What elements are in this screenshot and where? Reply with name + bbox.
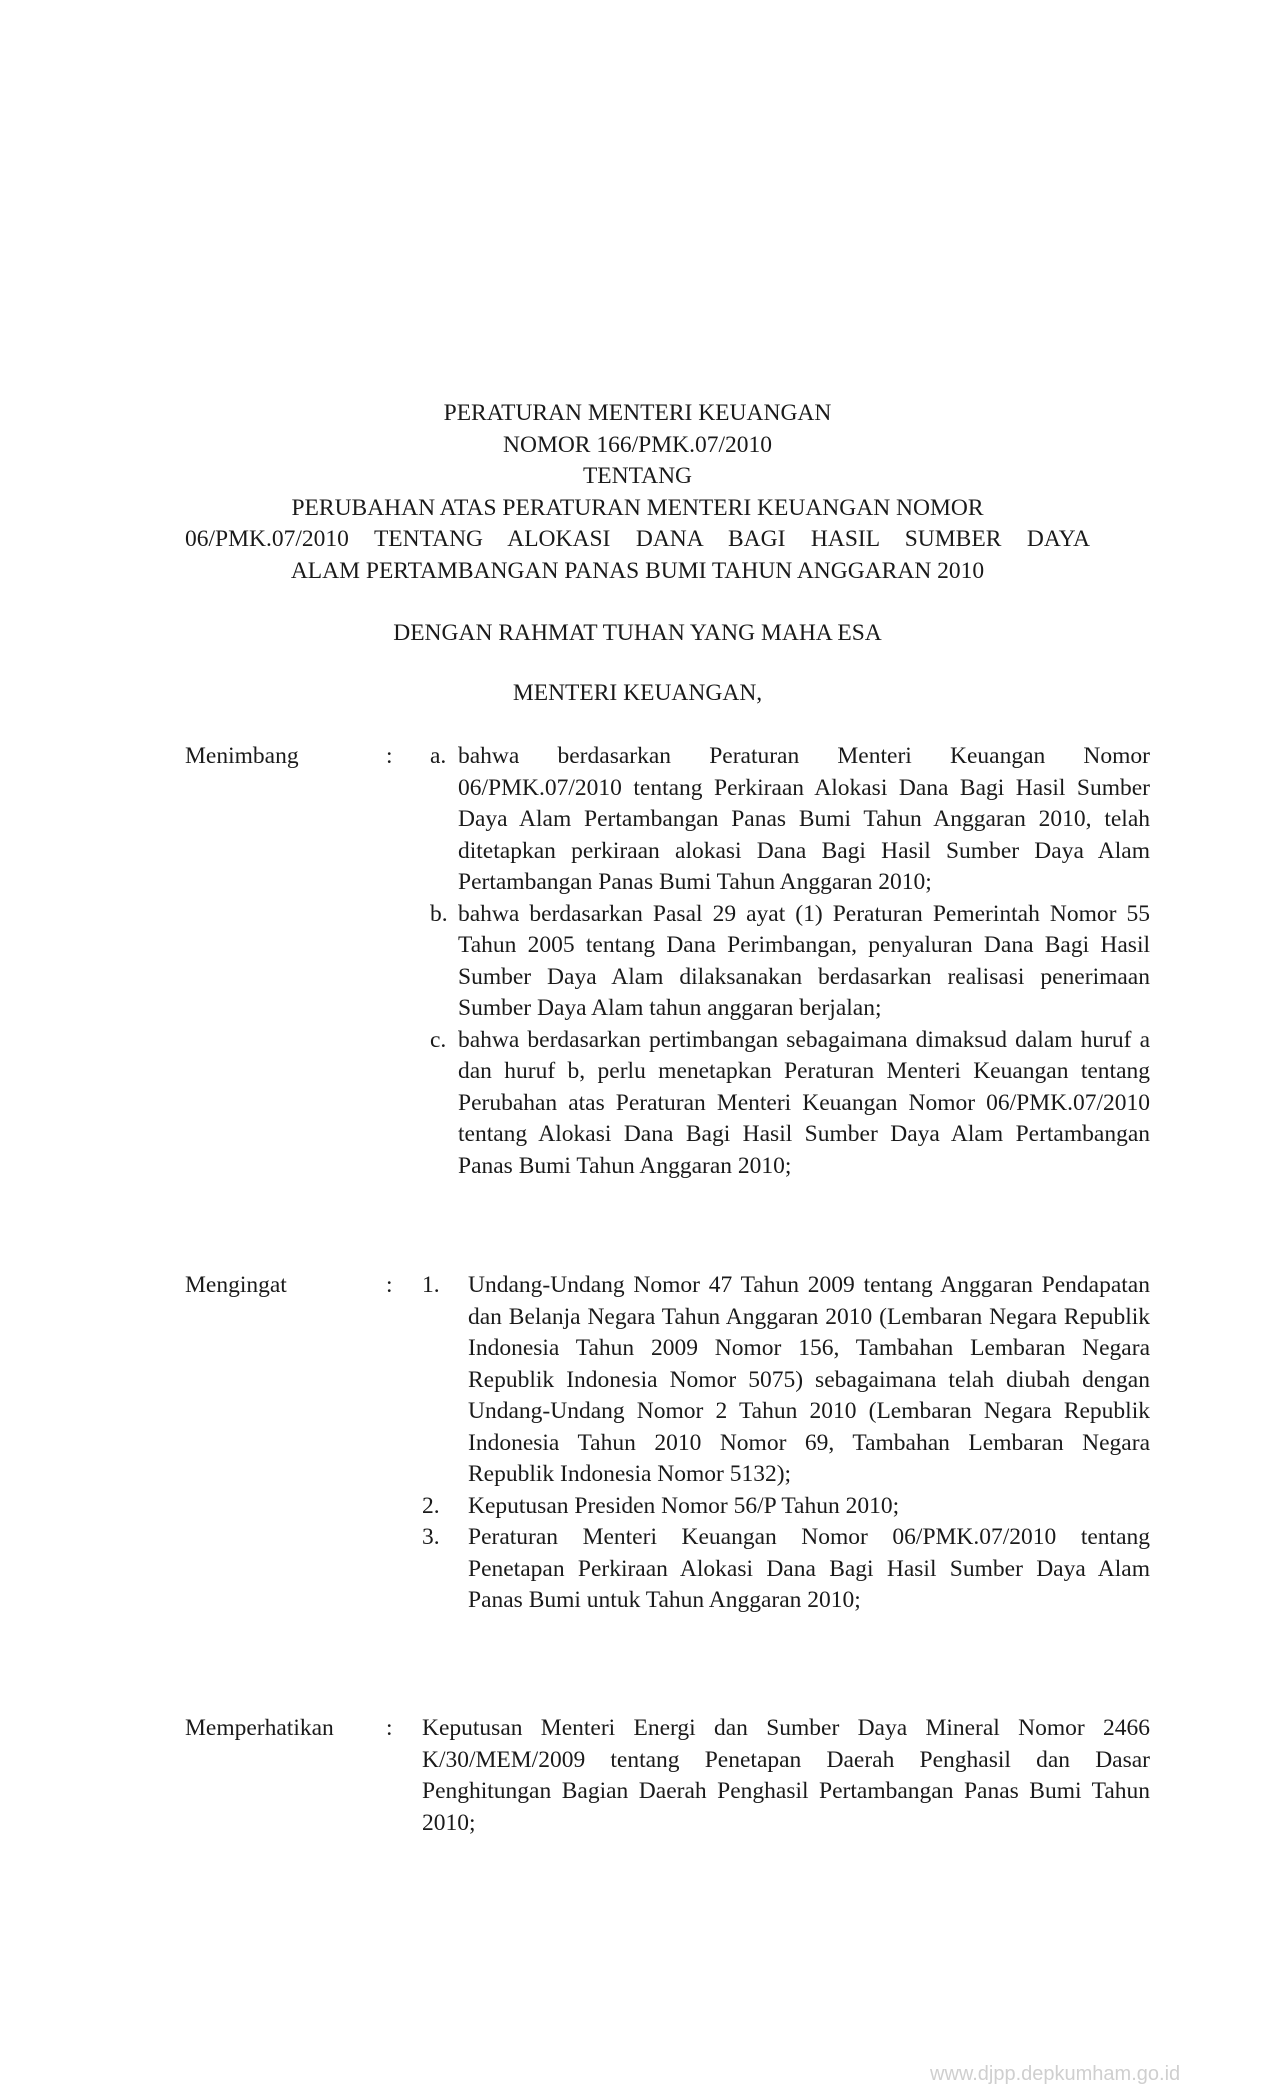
mengingat-list (422, 1270, 1150, 1617)
regulation-number: NOMOR 166/PMK.07/2010 (503, 431, 772, 458)
item-text: Undang-Undang Nomor 47 Tahun 2009 tentang Anggaran Pendapatan dan Belanja Negara Tahun Anggaran 2010 (Lembaran Negara Republik Indonesia Tahun 2009 Nomor 156, Tambahan Lembaran Negara Republik Indonesia Nomor 5075) sebagaimana telah diubah dengan Undang-Undang Nomor 2 Tahun 2010 (Lembaran Negara Republik Indonesia Tahun 2010 Nomor 69, Tambahan Lembaran Negara Republik Indonesia Nomor 5132); (468, 1272, 1150, 1487)
mengingat-label: Mengingat (185, 1272, 287, 1298)
item-text: bahwa berdasarkan Pasal 29 ayat (1) Peraturan Pemerintah Nomor 55 Tahun 2005 tentang Dana Perimbangan, penyaluran Dana Bagi Hasil Sumber Daya Alam dilaksanakan berdasarkan realisasi penerimaan Sumber Daya Alam tahun anggaran berjalan; (458, 900, 1150, 1021)
authority: MENTERI KEUANGAN, (512, 680, 763, 706)
list-item (422, 1025, 1150, 1183)
list-item (422, 1491, 1150, 1523)
memperhatikan-text: Keputusan Menteri Energi dan Sumber Daya Mineral Nomor 2466 K/30/MEM/2009 tentang Penetapan Daerah Penghasil dan Dasar Penghitungan Bagian Daerah Penghasil Pertambangan Panas Bumi Tahun 2010; (422, 1715, 1150, 1836)
list-item (422, 741, 1150, 899)
item-marker: 3. (422, 1524, 440, 1550)
item-marker: 2. (422, 1492, 440, 1519)
menimbang-label: Menimbang (185, 743, 299, 769)
memperhatikan-body (422, 1713, 1150, 1839)
list-item (422, 899, 1150, 1025)
item-text: bahwa berdasarkan Peraturan Menteri Keuangan Nomor 06/PMK.07/2010 tentang Perkiraan Alokasi Dana Bagi Hasil Sumber Daya Alam Pertambangan Panas Bumi Tahun Anggaran 2010, telah ditetapkan perkiraan alokasi Dana Bagi Hasil Sumber Daya Alam Pertambangan Panas Bumi Tahun Anggaran 2010; (458, 743, 1150, 895)
subject-line-2: 06/PMK.07/2010 TENTANG ALOKASI DANA BAGI HASIL SUMBER DAYA (185, 526, 1090, 552)
subject-line-1: PERUBAHAN ATAS PERATURAN MENTERI KEUANGAN NOMOR (291, 494, 984, 521)
regulation-title: PERATURAN MENTERI KEUANGAN (443, 400, 832, 426)
item-marker: c. (430, 1026, 447, 1053)
invocation: DENGAN RAHMAT TUHAN YANG MAHA ESA (393, 620, 882, 646)
colon: : (386, 1272, 393, 1298)
item-marker: 1. (422, 1272, 440, 1298)
item-marker: b. (430, 900, 448, 927)
memperhatikan-label: Memperhatikan (185, 1715, 334, 1741)
list-item (422, 1522, 1150, 1617)
tentang-label: TENTANG (582, 463, 693, 489)
watermark: www.djpp.depkumham.go.id (930, 2063, 1181, 2085)
item-text: Peraturan Menteri Keuangan Nomor 06/PMK.07/2010 tentang Penetapan Perkiraan Alokasi Dana Bagi Hasil Sumber Daya Alam Panas Bumi untuk Tahun Anggaran 2010; (468, 1524, 1150, 1613)
colon: : (386, 1715, 393, 1741)
item-text: bahwa berdasarkan pertimbangan sebagaimana dimaksud dalam huruf a dan huruf b, perlu menetapkan Peraturan Menteri Keuangan tentang Perubahan atas Peraturan Menteri Keuangan Nomor 06/PMK.07/2010 tentang Alokasi Dana Bagi Hasil Sumber Daya Alam Pertambangan Panas Bumi Tahun Anggaran 2010; (458, 1026, 1150, 1179)
menimbang-list (422, 741, 1150, 1182)
item-marker: a. (430, 743, 447, 769)
list-item (422, 1270, 1150, 1491)
item-text: Keputusan Presiden Nomor 56/P Tahun 2010; (468, 1492, 900, 1519)
document-heading (185, 398, 1090, 587)
subject-line-3: ALAM PERTAMBANGAN PANAS BUMI TAHUN ANGGARAN 2010 (290, 557, 985, 584)
colon: : (386, 743, 393, 769)
